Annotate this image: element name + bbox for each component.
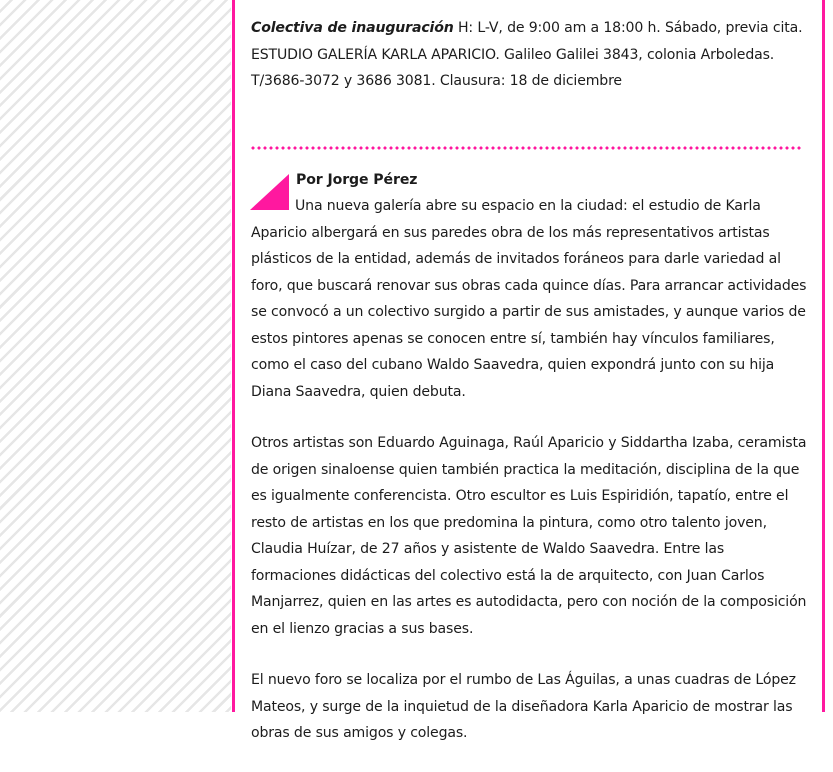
striped-background xyxy=(0,0,231,712)
event-details: H: L-V, de 9:00 am a 18:00 h. Sábado, previa cita. ESTUDIO GALERÍA KARLA APARICIO. Galileo Galilei 3843, colonia Arboledas. T/3686-3072 y 3686 3081. Clausura: 18 de diciembre xyxy=(251,20,803,89)
event-info xyxy=(251,15,811,95)
dotted-divider xyxy=(250,146,803,150)
article-paragraph-2: Otros artistas son Eduardo Aguinaga, Raúl Aparicio y Siddartha Izaba, ceramista de origen sinaloense quien también practica la meditación, disciplina de la que es igualmente conferencista. Otro escultor es Luis Espiridión, tapatío, entre el resto de artistas en los que predomina la pintura, como otro talento joven, Claudia Huízar, de 27 años y asistente de Waldo Saavedra. Entre las formaciones didácticas del colectivo está la de arquitecto, con Juan Carlos Manjarrez, quien en las artes es autodidacta, pero con noción de la composición en el lienzo gracias a sus bases. xyxy=(251,435,807,637)
article-byline: Por Jorge Pérez xyxy=(296,172,418,188)
right-margin xyxy=(825,0,833,712)
event-title: Colectiva de inauguración xyxy=(251,20,454,36)
article-paragraph-1: Una nueva galería abre su espacio en la ciudad: el estudio de Karla Aparicio albergará en sus paredes obra de los más representativos artistas plásticos de la entidad, además de invitados foráneos para darle variedad al foro, que buscará renovar sus obras cada quince días. Para arrancar actividades se convocó a un colectivo surgido a partir de sus amistades, y aunque varios de estos pintores apenas se conocen entre sí, también hay vínculos familiares, como el caso del cubano Waldo Saavedra, quien expondrá junto con su hija Diana Saavedra, quien debuta. xyxy=(251,198,807,400)
left-border-line xyxy=(232,0,235,712)
article-paragraph-3: El nuevo foro se localiza por el rumbo de Las Águilas, a unas cuadras de López Mateos, y surge de la inquietud de la diseñadora Karla Aparicio de mostrar las obras de sus amigos y colegas. xyxy=(251,672,796,741)
event-paragraph xyxy=(251,15,811,95)
article-body xyxy=(251,193,807,772)
